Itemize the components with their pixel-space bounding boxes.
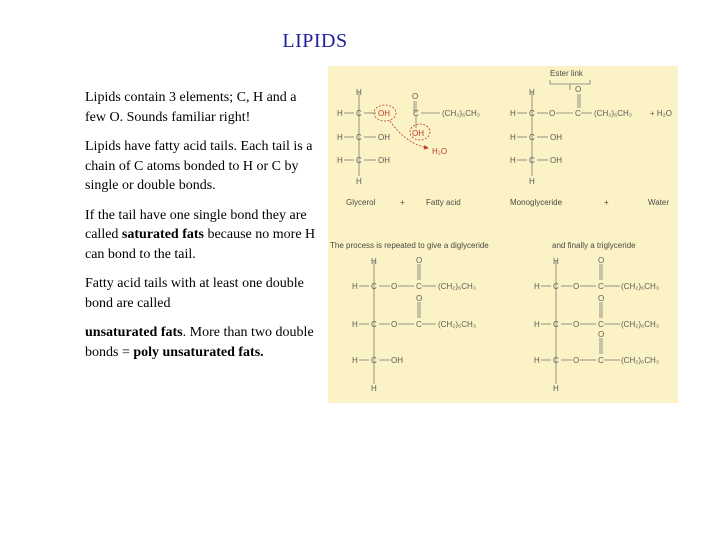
atom-h: H: [352, 356, 358, 365]
atom-o: O: [598, 294, 605, 303]
atom-h: H: [337, 156, 343, 165]
chain-label: (CH₂)₆CH₃: [438, 282, 477, 291]
atom-h: H: [529, 177, 535, 186]
atom-h: H: [371, 257, 377, 266]
atom-oh: OH: [378, 156, 390, 165]
slide-title: LIPIDS: [282, 30, 348, 52]
atom-o: O: [573, 356, 580, 365]
atom-o: O: [391, 282, 398, 291]
atom-h: H: [337, 133, 343, 142]
water-red: H₂O: [432, 147, 448, 156]
atom-c: C: [553, 282, 559, 291]
atom-h: H: [337, 109, 343, 118]
paragraph-saturated-fats: [85, 206, 317, 265]
atom-c: C: [416, 282, 422, 291]
atom-oh: OH: [378, 133, 390, 142]
water-product: + H₂O: [650, 109, 672, 118]
atom-h: H: [510, 109, 516, 118]
atom-h: H: [529, 88, 535, 97]
chain-label: (CH₂)₆CH₃: [621, 356, 660, 365]
paragraph-unsaturated-intro: Fatty acid tails with at least one double bond are called: [85, 276, 304, 311]
paragraph-unsaturated-fats: [85, 323, 317, 362]
atom-o: O: [598, 330, 605, 339]
atom-h: H: [356, 177, 362, 186]
atom-c: C: [356, 156, 362, 165]
chain-label: (CH₂)₆CH₃: [621, 282, 660, 291]
atom-h: H: [553, 384, 559, 393]
atom-c: C: [371, 356, 377, 365]
atom-h: H: [534, 356, 540, 365]
atom-o: O: [412, 92, 419, 101]
atom-c: C: [416, 320, 422, 329]
poly-unsaturated-term: poly unsaturated fats.: [133, 344, 264, 360]
chain-label: (CH₂)₆CH₃: [438, 320, 477, 329]
atom-oh: OH: [550, 133, 562, 142]
ester-link-label: Ester link: [550, 69, 583, 78]
atom-c: C: [575, 109, 581, 118]
atom-c: C: [371, 282, 377, 291]
atom-c: C: [529, 156, 535, 165]
glycerol-label: Glycerol: [346, 198, 376, 207]
fatty-acid-label: Fatty acid: [426, 198, 461, 207]
body-text: [85, 88, 317, 372]
atom-h: H: [534, 320, 540, 329]
atom-h: H: [534, 282, 540, 291]
atom-o: O: [391, 320, 398, 329]
diglyceride-caption: The process is repeated to give a diglyceride: [330, 241, 489, 250]
atom-o: O: [573, 320, 580, 329]
water-label: Water: [648, 198, 670, 207]
atom-c: C: [598, 320, 604, 329]
atom-h: H: [352, 282, 358, 291]
atom-c: C: [598, 356, 604, 365]
atom-oh: OH: [550, 156, 562, 165]
saturated-fats-term: saturated fats: [121, 227, 204, 242]
monoglyceride-label: Monoglyceride: [510, 198, 563, 207]
atom-h: H: [510, 133, 516, 142]
chain-label: (CH₂)₆CH₃: [442, 109, 481, 118]
atom-o: O: [416, 256, 423, 265]
atom-c: C: [356, 133, 362, 142]
atom-o: O: [549, 109, 556, 118]
atom-o: O: [598, 256, 605, 265]
atom-h: H: [352, 320, 358, 329]
triglyceride-caption: and finally a triglyceride: [552, 241, 636, 250]
atom-h: H: [371, 384, 377, 393]
atom-c: C: [371, 320, 377, 329]
chain-label: (CH₂)₆CH₃: [594, 109, 633, 118]
plus-sign: +: [604, 198, 609, 207]
unsaturated-fats-term: unsaturated fats: [85, 325, 183, 340]
atom-c: C: [413, 109, 419, 118]
plus-sign: +: [400, 198, 405, 207]
atom-c: C: [529, 109, 535, 118]
atom-h: H: [553, 257, 559, 266]
atom-h: H: [356, 88, 362, 97]
atom-oh: OH: [391, 356, 403, 365]
atom-h: H: [510, 156, 516, 165]
atom-o: O: [573, 282, 580, 291]
atom-o: O: [416, 294, 423, 303]
triglyceride-formation-figure: [328, 66, 678, 403]
atom-c: C: [529, 133, 535, 142]
chem-diagram: [328, 66, 678, 403]
unsaturated-mid: . More than two double bonds =: [85, 325, 314, 360]
saturated-pre: If the tail have one single bond they are called: [85, 207, 307, 242]
atom-c: C: [553, 320, 559, 329]
atom-c: C: [356, 109, 362, 118]
chain-label: (CH₂)₆CH₃: [621, 320, 660, 329]
atom-oh: OH: [412, 129, 424, 138]
atom-oh: OH: [378, 109, 390, 118]
atom-c: C: [553, 356, 559, 365]
atom-c: C: [598, 282, 604, 291]
saturated-post: because no more H can bond to the tail.: [85, 227, 316, 262]
paragraph-lipid-elements: Lipids contain 3 elements; C, H and a few O. Sounds familiar right!: [85, 90, 297, 125]
atom-o: O: [575, 85, 582, 94]
paragraph-fatty-acid-tails: Lipids have fatty acid tails. Each tail is a chain of C atoms bonded to H or C by single or double bonds.: [85, 139, 313, 193]
